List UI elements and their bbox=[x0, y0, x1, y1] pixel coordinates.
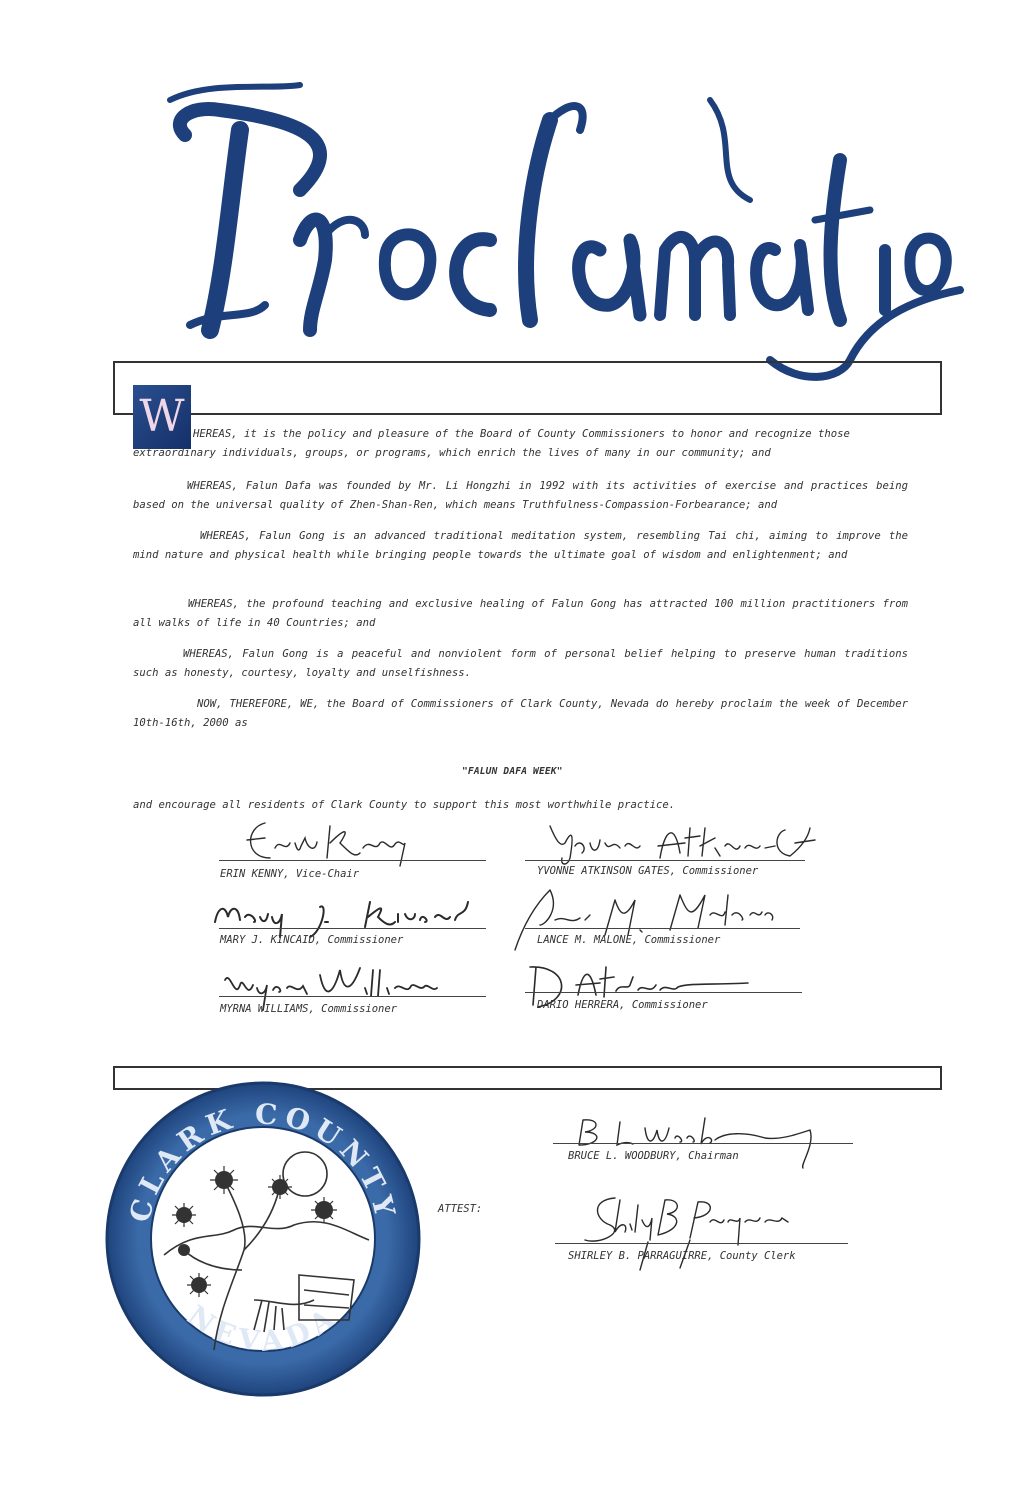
paragraph-5: WHEREAS, Falun Gong is a peaceful and nonviolent form of personal belief helping to preserve human traditions such as honesty, courtesy, loyalty and unselfishness. bbox=[133, 648, 908, 679]
paragraph-1-continued-text: extraordinary individuals, groups, or programs, which enrich the lives of many in our community; and bbox=[133, 447, 771, 459]
signature-line-gates bbox=[525, 860, 805, 861]
paragraph-1-continued bbox=[133, 444, 913, 463]
paragraph-1 bbox=[193, 425, 913, 444]
signatory-woodbury: BRUCE L. WOODBURY, Chairman bbox=[568, 1150, 739, 1162]
svg-text:NEVADA: NEVADA bbox=[181, 1298, 345, 1359]
paragraph-6: NOW, THEREFORE, WE, the Board of Commissioners of Clark County, Nevada do hereby proclaim the week of December 10th-16th, 2000 as bbox=[133, 698, 908, 729]
signature-line-kenny bbox=[219, 860, 486, 861]
drop-cap: W bbox=[133, 385, 191, 449]
attest-label: ATTEST: bbox=[438, 1203, 483, 1215]
svg-text:CLARK COUNTY: CLARK COUNTY bbox=[122, 1097, 403, 1226]
top-rule-box bbox=[113, 361, 942, 415]
paragraph-1-text: HEREAS, it is the policy and pleasure of the Board of County Commissioners to honor and recognize those bbox=[193, 428, 850, 440]
signature-line-woodbury bbox=[553, 1143, 853, 1144]
signature-line-herrera bbox=[525, 992, 802, 993]
signatory-williams: MYRNA WILLIAMS, Commissioner bbox=[220, 1003, 398, 1015]
signatory-kincaid: MARY J. KINCAID, Commissioner bbox=[220, 934, 404, 946]
falun-dafa-week-heading: "FALUN DAFA WEEK" bbox=[462, 766, 563, 777]
signatory-gates: YVONNE ATKINSON GATES, Commissioner bbox=[537, 865, 759, 877]
signature-line-kincaid bbox=[219, 928, 486, 929]
signatory-parraguirre: SHIRLEY B. PARRAGUIRRE, County Clerk bbox=[568, 1250, 796, 1262]
signature-line-williams bbox=[219, 996, 486, 997]
paragraph-3: WHEREAS, Falun Gong is an advanced traditional meditation system, resembling Tai chi, aiming to improve the mind nature and physical health while bringing people towards the ultimate goal of wisdom and enlightenment; and bbox=[133, 530, 908, 561]
signature-line-malone bbox=[525, 928, 800, 929]
closing-paragraph: and encourage all residents of Clark County to support this most worthwhile practice. bbox=[133, 799, 676, 811]
paragraph-4: WHEREAS, the profound teaching and exclusive healing of Falun Gong has attracted 100 million practitioners from all walks of life in 40 Countries; and bbox=[133, 598, 908, 629]
clark-county-seal bbox=[104, 1080, 422, 1398]
proclamation-title-art bbox=[150, 60, 970, 390]
signatory-malone: LANCE M. MALONE, Commissioner bbox=[537, 934, 721, 946]
signatory-herrera: DARIO HERRERA, Commissioner bbox=[537, 999, 708, 1011]
signature-line-parraguirre bbox=[555, 1243, 848, 1244]
signatory-kenny: ERIN KENNY, Vice-Chair bbox=[220, 868, 360, 880]
paragraph-2: WHEREAS, Falun Dafa was founded by Mr. Li Hongzhi in 1992 with its activities of exercise and practices being based on the universal quality of Zhen-Shan-Ren, which means Truthfulness-Compassion-Forbearance; and bbox=[133, 480, 908, 511]
